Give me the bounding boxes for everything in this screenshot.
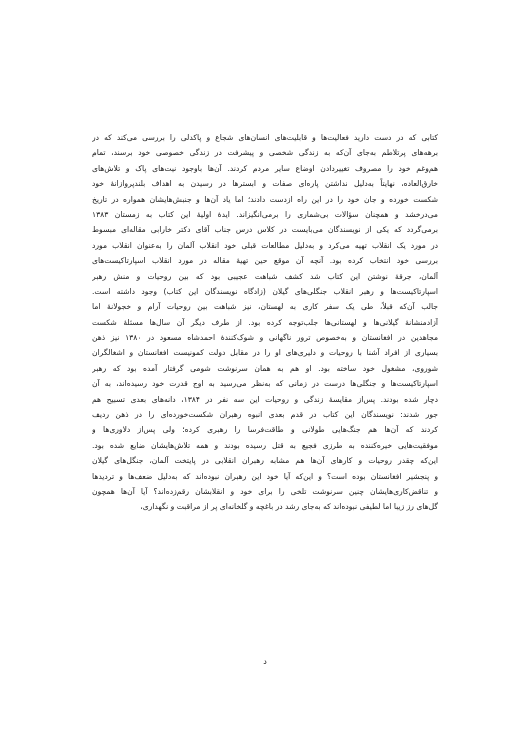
text-line: برهه‌های پرتلاطم به‌جای آن‌که به زندگی شخصی و پیشرفت در زندگی خصوصی خود برسند، تمام xyxy=(92,148,438,158)
text-line: آلمان، جرقهٔ نوشتن این کتاب شد کشف شباهت عجیبی بود که بین روحیات و منش رهبر xyxy=(92,271,438,281)
text-line: این‌که چقدر روحیات و کارهای آن‌ها هم مشابه رهبران انقلابی در پایتخت آلمان، جنگل‌های گیلان xyxy=(92,456,438,466)
text-line: کردند که آن‌ها هم جنگ‌هایی طولانی و طاقت‌فرسا را رهبری کرده؛ ولی پس‌از دلاوری‌ها و xyxy=(92,425,438,435)
text-line: جالب آن‌که قبلاً، طی یک سفر کاری به لهستان، نیز شباهت بین روحیات آرام و خجولانهٔ اما xyxy=(92,302,438,312)
text-line: در مورد یک انقلاب تهیه می‌کرد و به‌دلیل مطالعات قبلی خود انقلاب آلمان را به‌عنوان انقلاب مورد xyxy=(92,240,438,250)
text-line: مجاهدین در افغانستان و به‌خصوص ترور ناگهانی و شوک‌کنندهٔ احمدشاه مسعود در ۱۳۸۰ نیز ذهن xyxy=(92,333,438,343)
text-line: و پنجشیر افغانستان بوده است؟ و این‌که آیا خود این رهبران نبوده‌اند که به‌دلیل ضعف‌ها و تردیدها xyxy=(92,471,438,481)
text-line: اسپارتاکیست‌ها و جنگلی‌ها درست در زمانی که به‌نظر می‌رسید به اوج قدرت خود رسیده‌اند، به آن xyxy=(92,379,438,389)
text-line: بسیاری از افراد آشنا با روحیات و دلیری‌های او را در مقابل دولت کمونیست افغانستان و اشغالگران xyxy=(92,348,438,358)
body-paragraph xyxy=(92,130,438,515)
text-line: شکست خورده و جان خود را در این راه ازدست دادند؛ اما یاد آن‌ها و جنبش‌هایشان همواره در تاریخ xyxy=(92,194,438,204)
text-line: آزادمنشانهٔ گیلانی‌ها و لهستانی‌ها جلب‌توجه کرده بود. از طرف دیگر آن سال‌ها مسئلهٔ شکست xyxy=(92,317,438,327)
text-line: خارق‌العاده، نهایتاً به‌دلیل نداشتن پاره‌ای صفات و ابسترها در رسیدن به اهداف بلندپروازانهٔ خود xyxy=(92,179,438,189)
text-line: و تناقض‌کاری‌هایشان چنین سرنوشت تلخی را برای خود و انقلابشان رقم‌زده‌اند؟ آیا آن‌ها همچون xyxy=(92,486,438,496)
text-line: می‌درخشد و همچنان سؤالات بی‌شماری را برمی‌انگیزاند. ایدهٔ اولیهٔ این کتاب به زمستان ۱۳۸۳ xyxy=(92,209,438,219)
text-line: شوروی، مشغول خود ساخته بود. او هم به همان سرنوشت شومی گرفتار آمده بود که رهبر xyxy=(92,363,438,373)
text-line: هم‌وغم خود را مصروف تغییردادن اوضاع سایر مردم کردند. آن‌ها باوجود نیت‌های پاک و تلاش‌های xyxy=(92,163,438,173)
text-line: کتابی که در دست دارید فعالیت‌ها و قابلیت‌های انسان‌های شجاع و پاکدلی را بررسی می‌کند که در xyxy=(92,133,438,142)
text-line: برمی‌گردد که یکی از نویسندگان می‌بایست در کلاس درس جناب آقای دکتر خارابی مقاله‌ای مبسوط xyxy=(92,225,438,235)
text-line: اسپارتاکیست‌ها و رهبر انقلاب جنگلی‌های گیلان (زادگاه نویسندگان این کتاب) وجود داشته است. xyxy=(92,286,438,296)
text-line: بررسی خود انتخاب کرده بود. آنچه آن موقع حین تهیهٔ مقاله در مورد انقلاب اسپارتاکیست‌های xyxy=(92,256,438,266)
text-line: موفقیت‌هایی خیره‌کننده به طرزی فجیع به قتل رسیده بودند و همه تلاش‌هایشان ضایع شده بود. xyxy=(92,440,438,450)
text-line: جور شدند: نویسندگان این کتاب در قدم بعدی انبوه رهبران شکست‌خورده‌ای را در ذهن ردیف xyxy=(92,410,438,420)
text-line: دچار شده بودند. پس‌از مقایسهٔ زندگی و روحیات این سه نفر در ۱۳۸۴، دانه‌های بعدی تسبیح هم xyxy=(92,394,438,404)
text-line: گل‌های رز زیبا اما لطیفی نبوده‌اند که به‌جای رشد در باغچه و گلخانه‌ای پر از مراقبت و نگهداری، xyxy=(140,502,438,512)
page-number: د xyxy=(263,657,267,666)
